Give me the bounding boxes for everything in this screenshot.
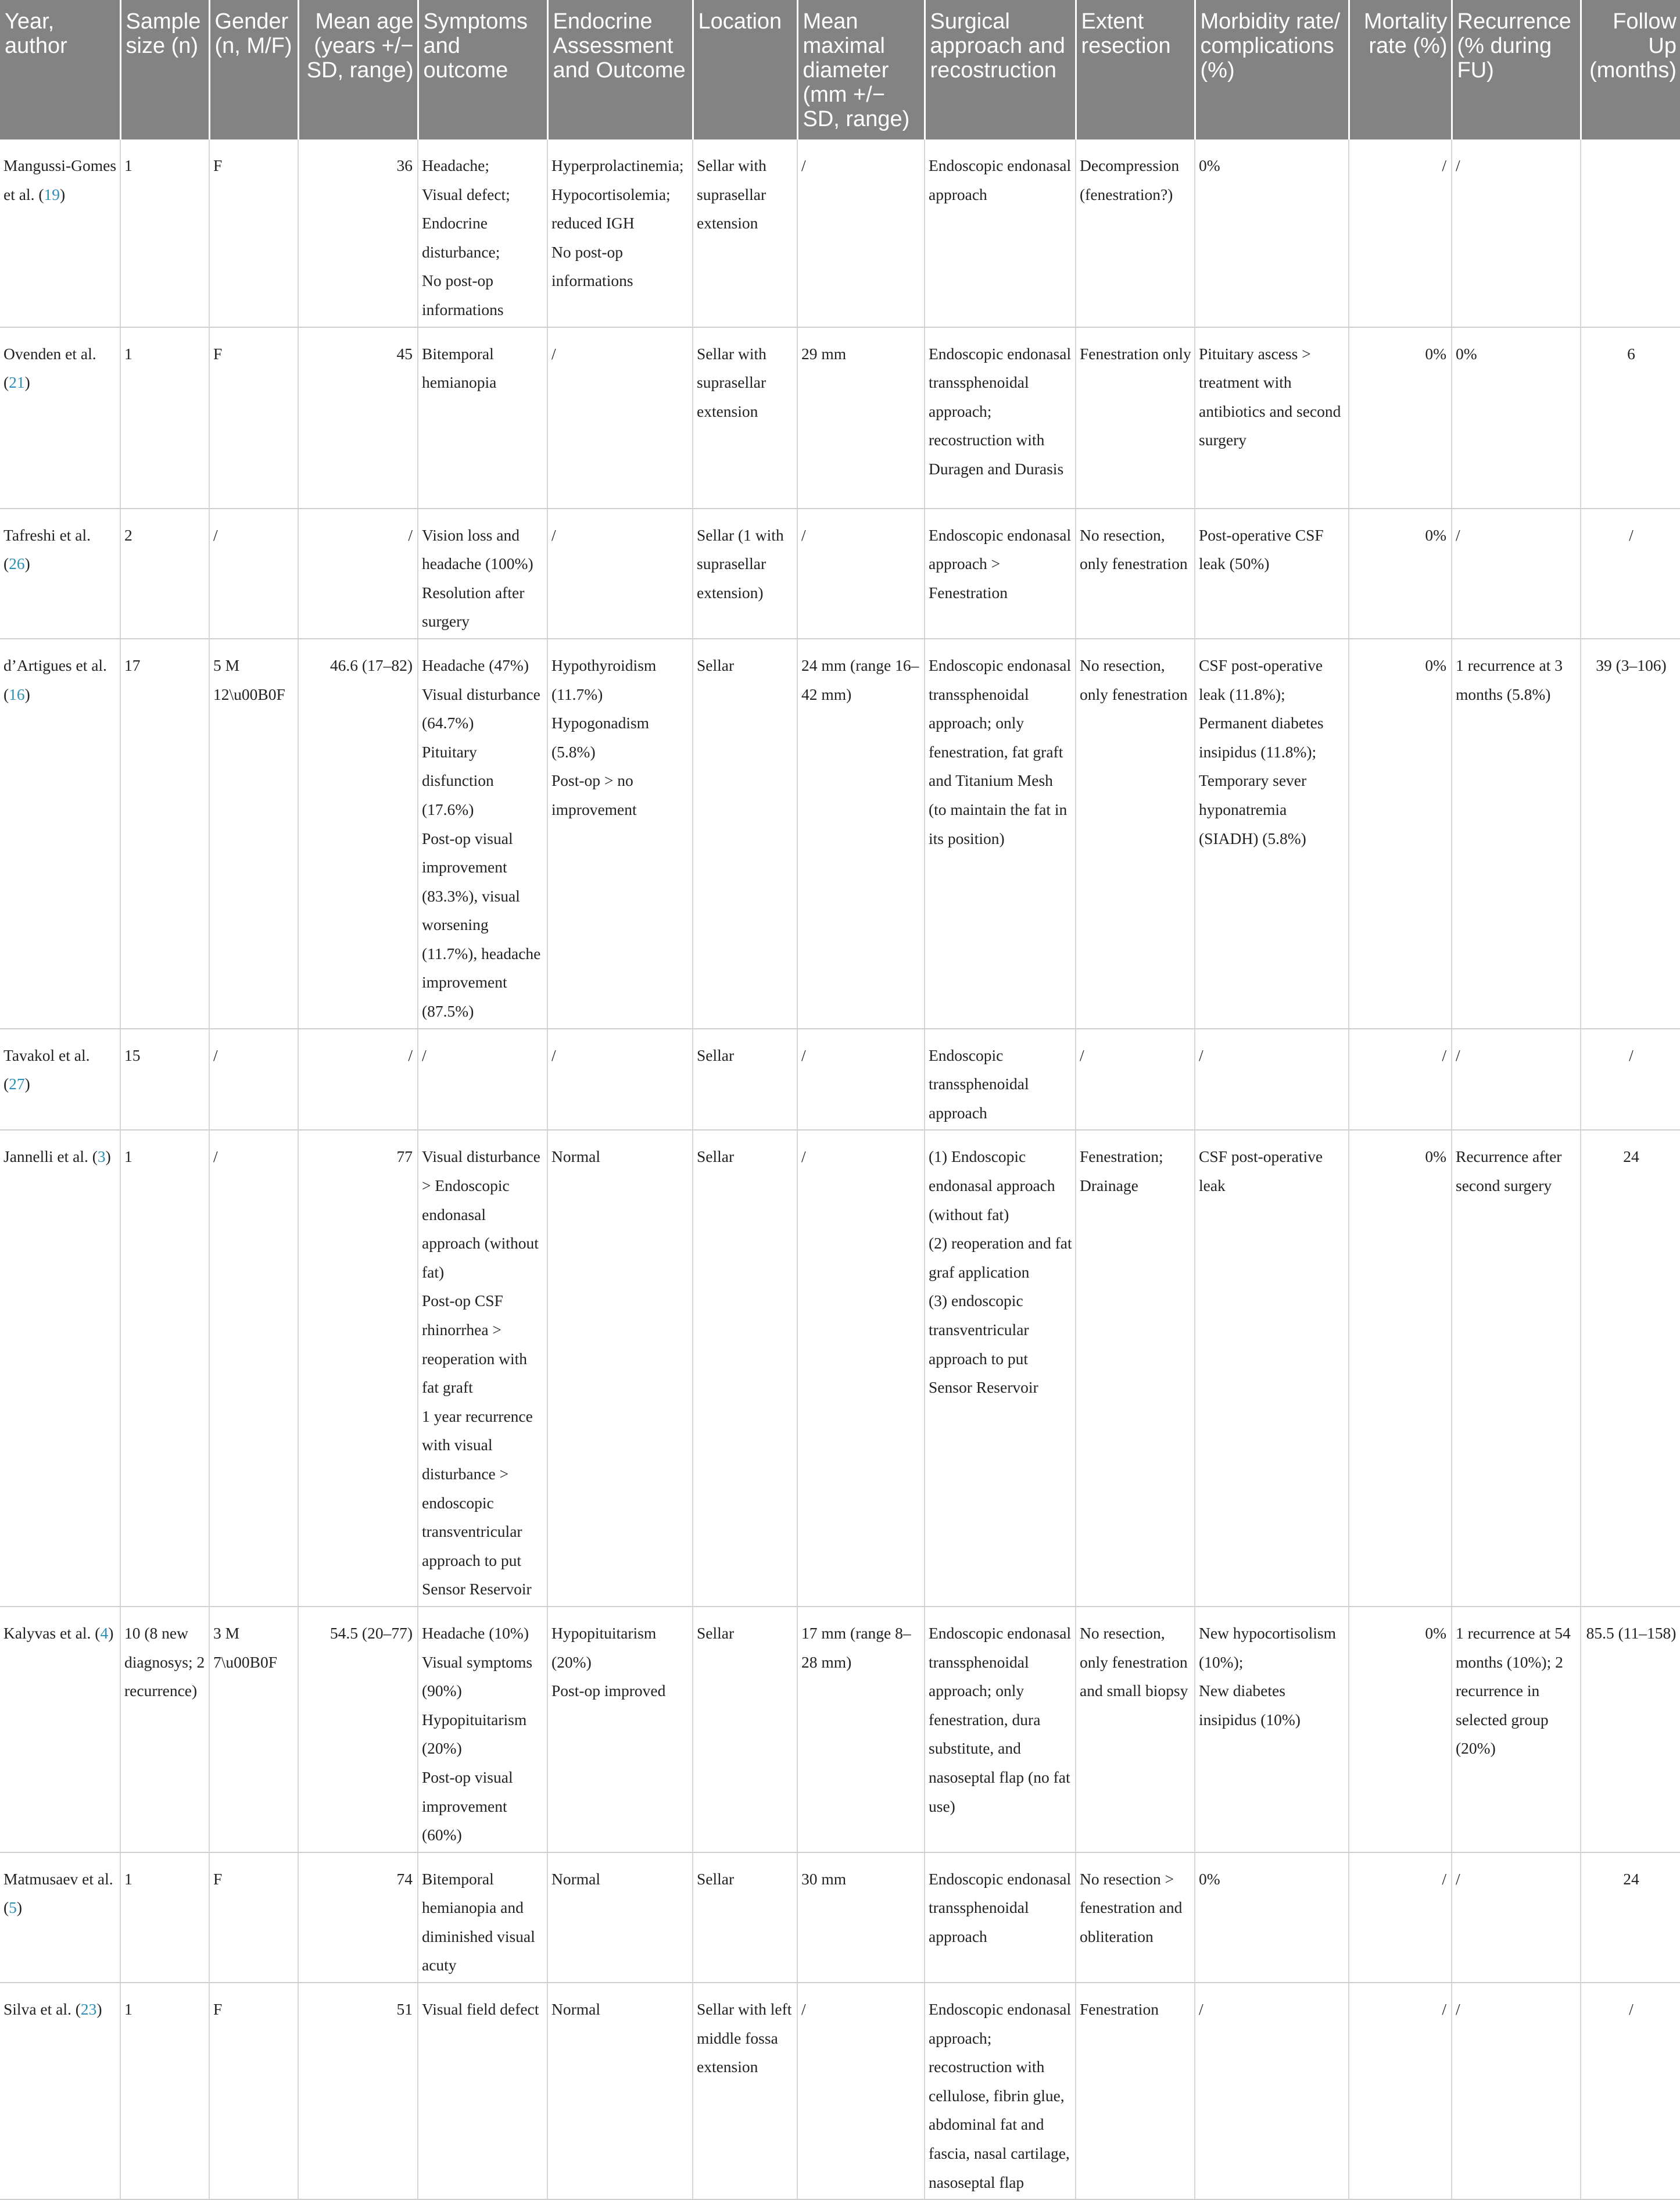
cell-mean-age: /: [298, 1029, 418, 1131]
cell-symptoms: Headache (10%) Visual symptoms (90%) Hypopituitarism (20%) Post-op visual improvement (60%): [418, 1607, 547, 1852]
cell-location: Sellar: [693, 1852, 797, 1983]
cell-endocrine: Hypothyroidism (11.7%) Hypogonadism (5.8%) Post-op > no improvement: [547, 639, 693, 1029]
cell-recurrence: /: [1452, 509, 1581, 639]
table-row: [0, 1852, 1680, 1983]
cell-mortality: 0%: [1349, 1130, 1452, 1607]
cell-endocrine: Normal: [547, 1130, 693, 1607]
cell-gender: 5 M 12\u00B0F: [209, 639, 298, 1029]
cell-follow-up: /: [1581, 509, 1680, 639]
cell-location: Sellar: [693, 1607, 797, 1852]
cell-recurrence: 0%: [1452, 327, 1581, 509]
cell-mortality: /: [1349, 139, 1452, 327]
cell-symptoms: Bitemporal hemianopia: [418, 327, 547, 509]
cell-morbidity: CSF post-operative leak (11.8%); Permanent diabetes insipidus (11.8%); Temporary sever hyponatremia (SIADH) (5.8%): [1195, 639, 1349, 1029]
cell-endocrine: Normal: [547, 1983, 693, 2199]
cell-morbidity: Post-operative CSF leak (50%): [1195, 509, 1349, 639]
cell-diameter: /: [797, 1983, 925, 2199]
cell-extent: Decompression (fenestration?): [1076, 139, 1195, 327]
cell-follow-up: 24: [1581, 1130, 1680, 1607]
cell-location: Sellar with suprasellar extension: [693, 327, 797, 509]
cell-mortality: /: [1349, 1029, 1452, 1131]
cell-mean-age: 54.5 (20–77): [298, 1607, 418, 1852]
cell-morbidity: /: [1195, 1983, 1349, 2199]
cell-extent: /: [1076, 1029, 1195, 1131]
cell-extent: Fenestration only: [1076, 327, 1195, 509]
cell-endocrine: /: [547, 509, 693, 639]
cell-sample-size: 1: [120, 1130, 209, 1607]
reference-link[interactable]: 19: [44, 185, 60, 203]
cell-gender: F: [209, 1852, 298, 1983]
cell-follow-up: 24: [1581, 1852, 1680, 1983]
cell-location: Sellar: [693, 1130, 797, 1607]
cell-symptoms: /: [418, 1029, 547, 1131]
cell-diameter: /: [797, 509, 925, 639]
cell-author: Tafreshi et al. (26): [0, 509, 120, 639]
cell-mean-age: 45: [298, 327, 418, 509]
cell-diameter: /: [797, 139, 925, 327]
cell-extent: No resection, only fenestration and small biopsy: [1076, 1607, 1195, 1852]
cell-author: Tavakol et al. (27): [0, 1029, 120, 1131]
cell-gender: F: [209, 1983, 298, 2199]
col-header-sample-size: Sample size (n): [120, 0, 209, 139]
cell-endocrine: /: [547, 327, 693, 509]
cell-location: Sellar with left middle fossa extension: [693, 1983, 797, 2199]
table-row: [0, 1130, 1680, 1607]
cell-recurrence: /: [1452, 1983, 1581, 2199]
cell-surgical: Endoscopic endonasal transsphenoidal approach; only fenestration, fat graft and Titanium Mesh (to maintain the fat in its position): [925, 639, 1076, 1029]
col-header-mortality: Mortality rate (%): [1349, 0, 1452, 139]
cell-recurrence: /: [1452, 1029, 1581, 1131]
table-row: [0, 509, 1680, 639]
cell-location: Sellar (1 with suprasellar extension): [693, 509, 797, 639]
cell-extent: Fenestration: [1076, 1983, 1195, 2199]
cell-mean-age: 77: [298, 1130, 418, 1607]
cell-gender: /: [209, 1130, 298, 1607]
cell-author: Mangussi-Gomes et al. (19): [0, 139, 120, 327]
cell-sample-size: 10 (8 new diagnosys; 2 recurrence): [120, 1607, 209, 1852]
cell-follow-up: 39 (3–106): [1581, 639, 1680, 1029]
cell-location: Sellar: [693, 639, 797, 1029]
table-row: [0, 327, 1680, 509]
cell-symptoms: Visual disturbance > Endoscopic endonasal approach (without fat) Post-op CSF rhinorrhea > reoperation with fat graft 1 year recurrence with visual disturbance > endoscopic transventricular approach to put Sensor Reservoir: [418, 1130, 547, 1607]
cell-sample-size: 15: [120, 1029, 209, 1131]
cell-surgical: Endoscopic endonasal approach > Fenestration: [925, 509, 1076, 639]
reference-link[interactable]: 5: [9, 1898, 17, 1917]
cell-gender: F: [209, 139, 298, 327]
cell-author: Kalyvas et al. (4): [0, 1607, 120, 1852]
cell-mortality: /: [1349, 1852, 1452, 1983]
table-row: [0, 1983, 1680, 2199]
col-header-follow-up: Follow Up (months): [1581, 0, 1680, 139]
cell-surgical: Endoscopic endonasal approach; recostruction with cellulose, fibrin glue, abdominal fat and fascia, nasal cartilage, nasoseptal flap: [925, 1983, 1076, 2199]
cell-surgical: Endoscopic endonasal approach: [925, 139, 1076, 327]
cell-recurrence: 1 recurrence at 3 months (5.8%): [1452, 639, 1581, 1029]
header-row: [0, 0, 1680, 139]
cell-mortality: 0%: [1349, 639, 1452, 1029]
reference-link[interactable]: 26: [9, 555, 25, 573]
reference-link[interactable]: 16: [9, 685, 25, 703]
reference-link[interactable]: 23: [80, 2000, 97, 2019]
cell-diameter: 24 mm (range 16–42 mm): [797, 639, 925, 1029]
col-header-diameter: Mean maximal diameter (mm +/− SD, range): [797, 0, 925, 139]
cell-mean-age: 36: [298, 139, 418, 327]
col-header-recurrence: Recurrence (% during FU): [1452, 0, 1581, 139]
cell-sample-size: 1: [120, 1852, 209, 1983]
cell-surgical: Endoscopic endonasal transsphenoidal approach; recostruction with Duragen and Durasis: [925, 327, 1076, 509]
col-header-surgical: Surgical approach and recostruction: [925, 0, 1076, 139]
table-row: [0, 139, 1680, 327]
cell-diameter: 17 mm (range 8–28 mm): [797, 1607, 925, 1852]
cell-endocrine: Hypopituitarism (20%) Post-op improved: [547, 1607, 693, 1852]
reference-link[interactable]: 21: [9, 373, 25, 392]
cell-mean-age: 74: [298, 1852, 418, 1983]
cell-sample-size: 1: [120, 327, 209, 509]
cell-location: Sellar: [693, 1029, 797, 1131]
cell-surgical: Endoscopic endonasal transsphenoidal approach; only fenestration, dura substitute, and nasoseptal flap (no fat use): [925, 1607, 1076, 1852]
cell-sample-size: 17: [120, 639, 209, 1029]
cell-recurrence: /: [1452, 1852, 1581, 1983]
cell-morbidity: CSF post-operative leak: [1195, 1130, 1349, 1607]
cell-endocrine: Hyperprolactinemia; Hypocortisolemia; reduced IGH No post-op informations: [547, 139, 693, 327]
cell-follow-up: /: [1581, 1983, 1680, 2199]
cell-surgical: Endoscopic endonasal transsphenoidal approach: [925, 1852, 1076, 1983]
cell-follow-up: 6: [1581, 327, 1680, 509]
cell-mortality: 0%: [1349, 1607, 1452, 1852]
cell-symptoms: Visual field defect: [418, 1983, 547, 2199]
cell-gender: 3 M 7\u00B0F: [209, 1607, 298, 1852]
cell-morbidity: 0%: [1195, 1852, 1349, 1983]
col-header-gender: Gender (n, M/F): [209, 0, 298, 139]
reference-link[interactable]: 27: [9, 1075, 25, 1093]
cell-diameter: /: [797, 1029, 925, 1131]
cell-mortality: 0%: [1349, 327, 1452, 509]
col-header-location: Location: [693, 0, 797, 139]
cell-surgical: (1) Endoscopic endonasal approach (without fat) (2) reoperation and fat graf application (3) endoscopic transventricular approach to put Sensor Reservoir: [925, 1130, 1076, 1607]
cell-sample-size: 1: [120, 139, 209, 327]
col-header-author: Year, author: [0, 0, 120, 139]
cell-mortality: 0%: [1349, 509, 1452, 639]
reference-link[interactable]: 4: [100, 1623, 109, 1642]
cell-morbidity: /: [1195, 1029, 1349, 1131]
cell-recurrence: Recurrence after second surgery: [1452, 1130, 1581, 1607]
cell-endocrine: /: [547, 1029, 693, 1131]
cell-mortality: /: [1349, 1983, 1452, 2199]
cell-gender: /: [209, 1029, 298, 1131]
cell-gender: /: [209, 509, 298, 639]
cell-extent: Fenestration; Drainage: [1076, 1130, 1195, 1607]
cell-recurrence: /: [1452, 139, 1581, 327]
cell-endocrine: Normal: [547, 1852, 693, 1983]
cell-mean-age: /: [298, 509, 418, 639]
table-row: [0, 639, 1680, 1029]
cell-diameter: 29 mm: [797, 327, 925, 509]
table-row: [0, 1029, 1680, 1131]
cell-author: Silva et al. (23): [0, 1983, 120, 2199]
cell-symptoms: Headache; Visual defect; Endocrine disturbance; No post-op informations: [418, 139, 547, 327]
cell-symptoms: Headache (47%) Visual disturbance (64.7%) Pituitary disfunction (17.6%) Post-op visual improvement (83.3%), visual worsening (11.7%), headache improvement (87.5%): [418, 639, 547, 1029]
col-header-mean-age: Mean age (years +/− SD, range): [298, 0, 418, 139]
cell-diameter: /: [797, 1130, 925, 1607]
cell-sample-size: 2: [120, 509, 209, 639]
cell-morbidity: Pituitary ascess > treatment with antibiotics and second surgery: [1195, 327, 1349, 509]
cell-mean-age: 46.6 (17–82): [298, 639, 418, 1029]
col-header-morbidity: Morbidity rate/ complications (%): [1195, 0, 1349, 139]
cell-morbidity: New hypocortisolism (10%); New diabetes insipidus (10%): [1195, 1607, 1349, 1852]
cell-symptoms: Bitemporal hemianopia and diminished visual acuty: [418, 1852, 547, 1983]
cell-author: Matmusaev et al. (5): [0, 1852, 120, 1983]
cell-follow-up: [1581, 139, 1680, 327]
col-header-endocrine: Endocrine Assessment and Outcome: [547, 0, 693, 139]
col-header-extent: Extent resection: [1076, 0, 1195, 139]
cell-author: Ovenden et al. (21): [0, 327, 120, 509]
cell-extent: No resection, only fenestration: [1076, 509, 1195, 639]
cell-morbidity: 0%: [1195, 139, 1349, 327]
cell-extent: No resection > fenestration and obliteration: [1076, 1852, 1195, 1983]
cell-recurrence: 1 recurrence at 54 months (10%); 2 recurrence in selected group (20%): [1452, 1607, 1581, 1852]
cell-sample-size: 1: [120, 1983, 209, 2199]
cell-symptoms: Vision loss and headache (100%) Resolution after surgery: [418, 509, 547, 639]
cell-follow-up: 85.5 (11–158): [1581, 1607, 1680, 1852]
cell-author: d’Artigues et al. (16): [0, 639, 120, 1029]
cell-location: Sellar with suprasellar extension: [693, 139, 797, 327]
cell-gender: F: [209, 327, 298, 509]
cell-diameter: 30 mm: [797, 1852, 925, 1983]
cell-extent: No resection, only fenestration: [1076, 639, 1195, 1029]
table-body: [0, 139, 1680, 2199]
cell-mean-age: 51: [298, 1983, 418, 2199]
cell-follow-up: /: [1581, 1029, 1680, 1131]
reference-link[interactable]: 3: [97, 1147, 106, 1166]
cell-surgical: Endoscopic transsphenoidal approach: [925, 1029, 1076, 1131]
cell-author: Jannelli et al. (3): [0, 1130, 120, 1607]
col-header-symptoms: Symptoms and outcome: [418, 0, 547, 139]
table-row: [0, 1607, 1680, 1852]
